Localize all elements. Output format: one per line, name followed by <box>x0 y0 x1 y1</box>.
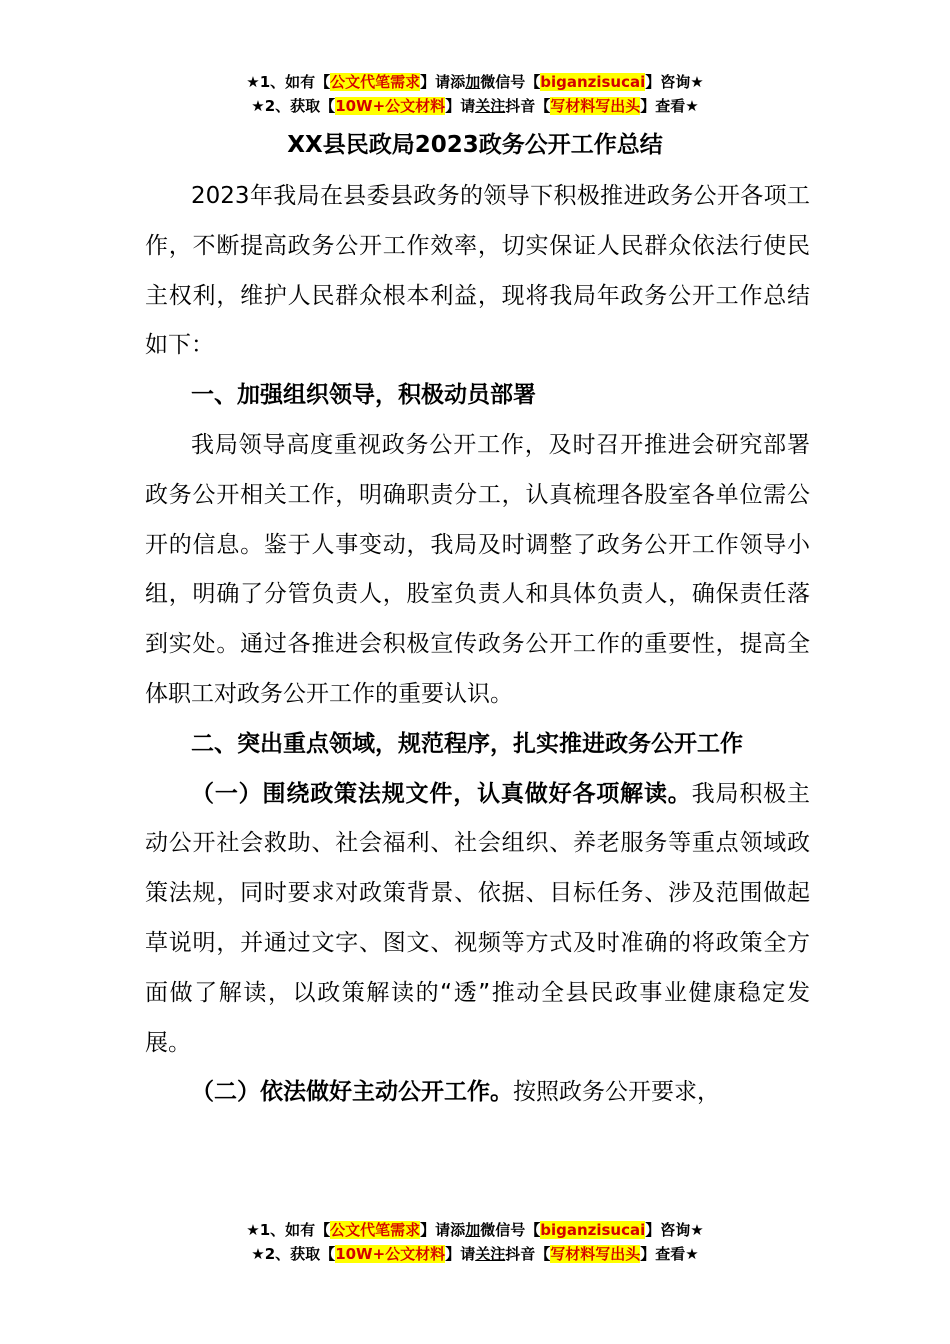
promo-line-2: ★2、获取【10W+公文材料】请关注抖音【写材料写出头】查看★ <box>251 1245 699 1263</box>
subsection-2-heading: （二）依法做好主动公开工作。 <box>191 1079 513 1106</box>
highlight-ghostwriting: 公文代笔需求 <box>330 73 421 91</box>
document-title: XX县民政局2023政务公开工作总结 <box>287 132 663 158</box>
subsection-1-paragraph: （一）围绕政策法规文件，认真做好各项解读。我局积极主动公开社会救助、社会福利、社会组织、养老服务等重点领域政策法规，同时要求对政策背景、依据、目标任务、涉及范围做起草说明，并通过文字、图文、视频等方式及时准确的将政策全方面做了解读，以政策解读的“透”推动全县民政事业健康稳定发展。 <box>145 780 811 1056</box>
highlight-materials: 10W+公文材料 <box>335 97 446 115</box>
promo-line-1: ★1、如有【公文代笔需求】请添加微信号【biganzisucai】咨询★ <box>246 1221 704 1239</box>
intro-paragraph: 2023年我局在县委县政务的领导下积极推进政务公开各项工作，不断提高政务公开工作效率，切实保证人民群众依法行使民主权利，维护人民群众根本利益，现将我局年政务公开工作总结如下： <box>145 183 810 359</box>
section-2-heading: 二、突出重点领域，规范程序，扎实推进政务公开工作 <box>191 730 743 757</box>
section-1-paragraph: 我局领导高度重视政务公开工作，及时召开推进会研究部署政务公开相关工作，明确职责分工，认真梳理各股室各单位需公开的信息。鉴于人事变动，我局及时调整了政务公开工作领导小组，明确了分管负责人，股室负责人和具体负责人，确保责任落到实处。通过各推进会积极宣传政务公开工作的重要性，提高全体职工对政务公开工作的重要认识。 <box>145 431 810 707</box>
promo-line-2: ★2、获取【10W+公文材料】请关注抖音【写材料写出头】查看★ <box>251 97 699 115</box>
highlight-ghostwriting: 公文代笔需求 <box>330 1221 421 1239</box>
promo-line-1: ★1、如有【公文代笔需求】请添加微信号【biganzisucai】咨询★ <box>246 73 704 91</box>
subsection-1-heading: （一）围绕政策法规文件，认真做好各项解读。 <box>191 780 692 807</box>
highlight-wechat-id: biganzisucai <box>540 1221 646 1239</box>
highlight-wechat-id: biganzisucai <box>540 73 646 91</box>
promo-banner-top <box>0 70 950 118</box>
highlight-douyin-account: 写材料写出头 <box>550 1245 641 1263</box>
promo-banner-bottom <box>0 1218 950 1266</box>
section-1-heading: 一、加强组织领导，积极动员部署 <box>191 382 536 409</box>
document-body <box>145 172 810 1118</box>
highlight-materials: 10W+公文材料 <box>335 1245 446 1263</box>
subsection-2-paragraph: （二）依法做好主动公开工作。按照政务公开要求， <box>191 1079 720 1106</box>
highlight-douyin-account: 写材料写出头 <box>550 97 641 115</box>
